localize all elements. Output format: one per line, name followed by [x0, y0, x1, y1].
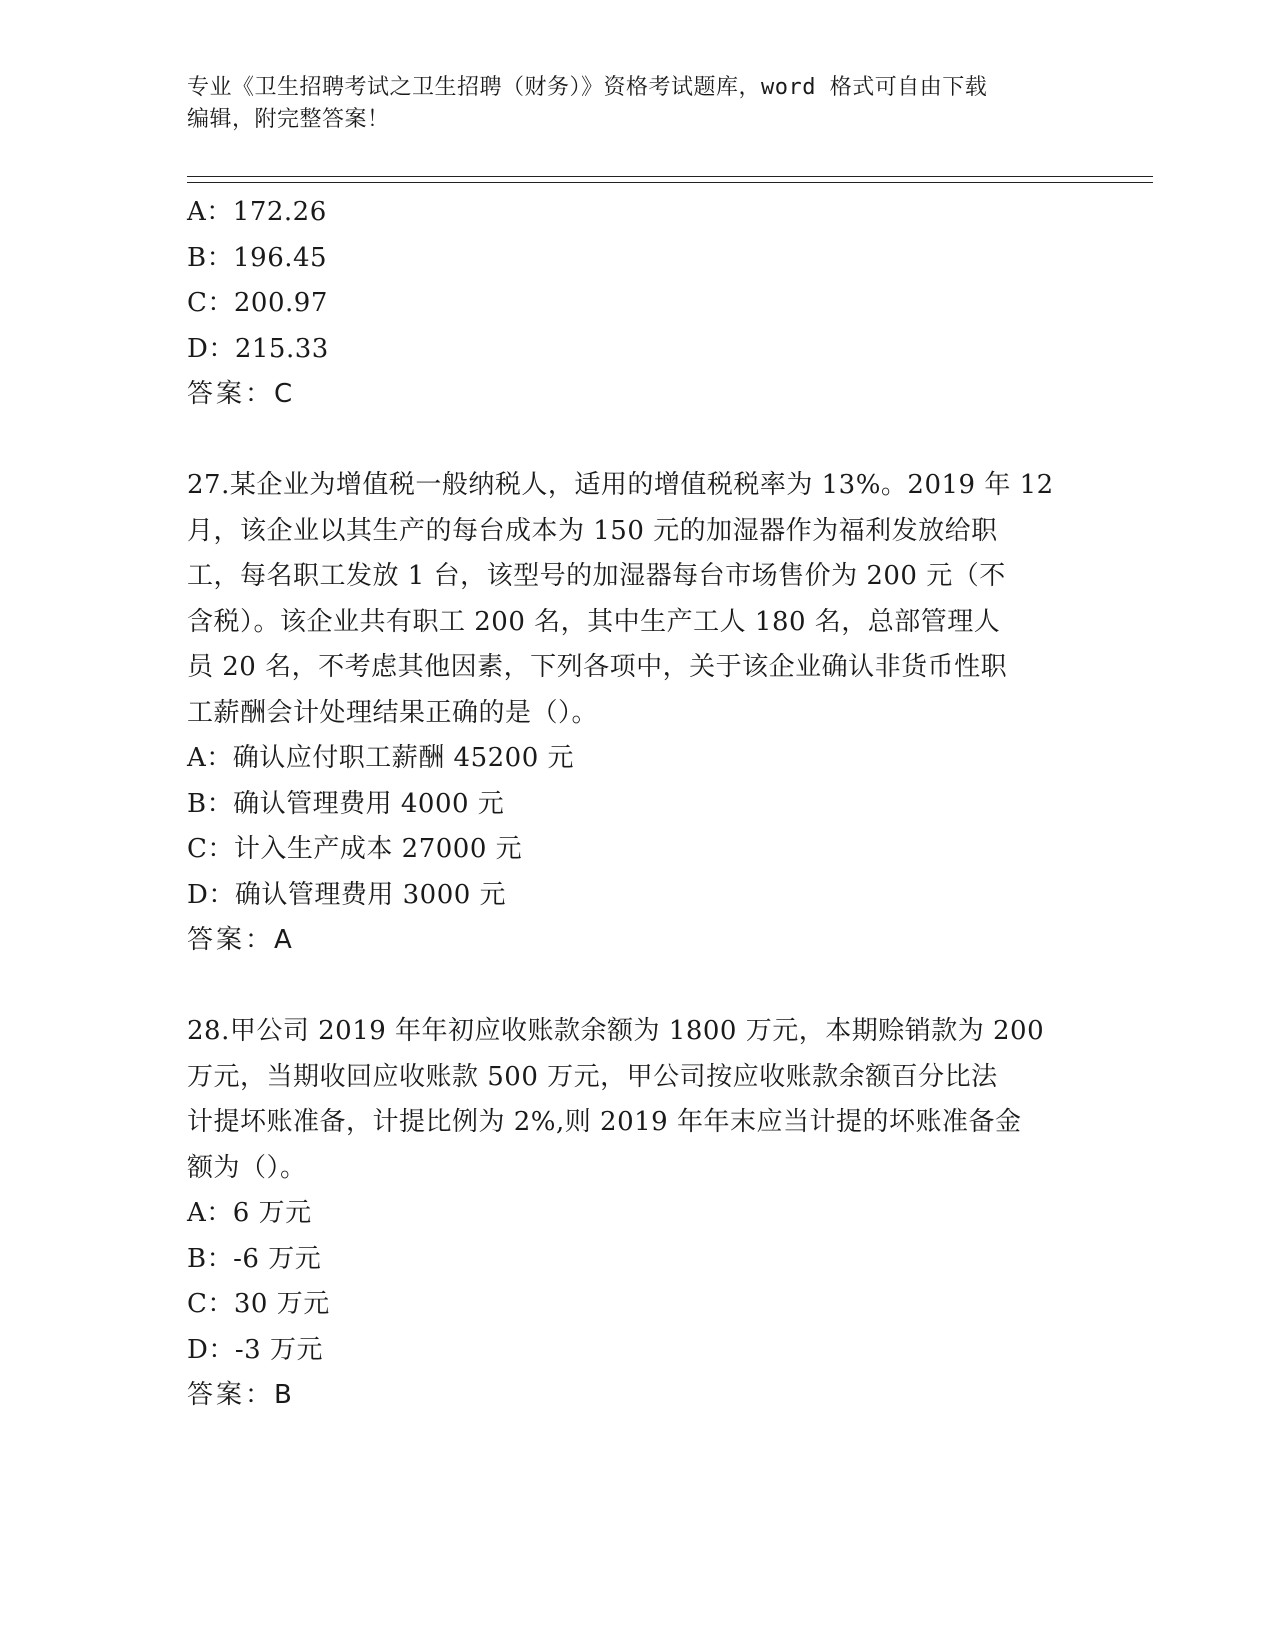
answer-label: 答案：	[187, 925, 275, 955]
option-b: B：确认管理费用 4000 元	[187, 788, 505, 819]
option-c: C：计入生产成本 27000 元	[187, 834, 523, 864]
answer-value: C	[274, 379, 293, 409]
question-stem-line: 工薪酬会计处理结果正确的是（）。	[187, 697, 599, 728]
option-a: A：6 万元	[187, 1198, 312, 1228]
spacer	[187, 964, 1087, 1010]
answer-label: 答案：	[187, 1380, 275, 1410]
option-b: B：-6 万元	[187, 1243, 322, 1274]
question-stem-line: 27.某企业为增值税一般纳税人，适用的增值税税率为 13%。2019 年 12	[187, 470, 1054, 500]
option-d: D：215.33	[187, 333, 329, 364]
option-c: C：30 万元	[187, 1289, 330, 1319]
option-b: B：196.45	[187, 242, 328, 273]
answer-line	[187, 918, 1087, 964]
spacer	[187, 418, 1087, 464]
option-d: D：确认管理费用 3000 元	[187, 879, 507, 910]
question-26	[187, 190, 1087, 418]
option-c: C：200.97	[187, 288, 328, 318]
question-stem-line: 员 20 名，不考虑其他因素，下列各项中，关于该企业确认非货币性职	[187, 652, 1008, 682]
header-line-2: 编辑，附完整答案！	[187, 107, 390, 132]
question-stem-line: 额为（）。	[187, 1152, 307, 1183]
option-a: A：172.26	[187, 197, 327, 227]
question-stem-line: 月，该企业以其生产的每台成本为 150 元的加湿器作为福利发放给职	[187, 515, 998, 546]
question-28	[187, 1009, 1087, 1419]
answer-label: 答案：	[187, 379, 275, 409]
answer-line	[187, 372, 1087, 418]
question-stem-line: 含税）。该企业共有职工 200 名，其中生产工人 180 名，总部管理人	[187, 606, 1001, 637]
option-d: D：-3 万元	[187, 1334, 323, 1365]
question-stem-line: 28.甲公司 2019 年年初应收账款余额为 1800 万元，本期赊销款为 200	[187, 1016, 1045, 1046]
option-a: A：确认应付职工薪酬 45200 元	[187, 743, 575, 773]
question-stem-line: 计提坏账准备，计提比例为 2%,则 2019 年年末应当计提的坏账准备金	[187, 1107, 1022, 1137]
question-stem-line: 万元，当期收回应收账款 500 万元，甲公司按应收账款余额百分比法	[187, 1061, 998, 1092]
header-line-1: 专业《卫生招聘考试之卫生招聘（财务）》资格考试题库，word 格式可自由下载	[187, 75, 988, 100]
question-27	[187, 463, 1087, 964]
document-body	[187, 190, 1087, 1419]
question-stem-line: 工，每名职工发放 1 台，该型号的加湿器每台市场售价为 200 元（不	[187, 561, 1006, 591]
answer-line	[187, 1373, 1087, 1419]
answer-value: A	[274, 925, 292, 955]
header-divider-bottom	[187, 182, 1153, 183]
document-header	[187, 72, 1067, 136]
answer-value: B	[274, 1380, 292, 1410]
header-divider-top	[187, 176, 1153, 177]
